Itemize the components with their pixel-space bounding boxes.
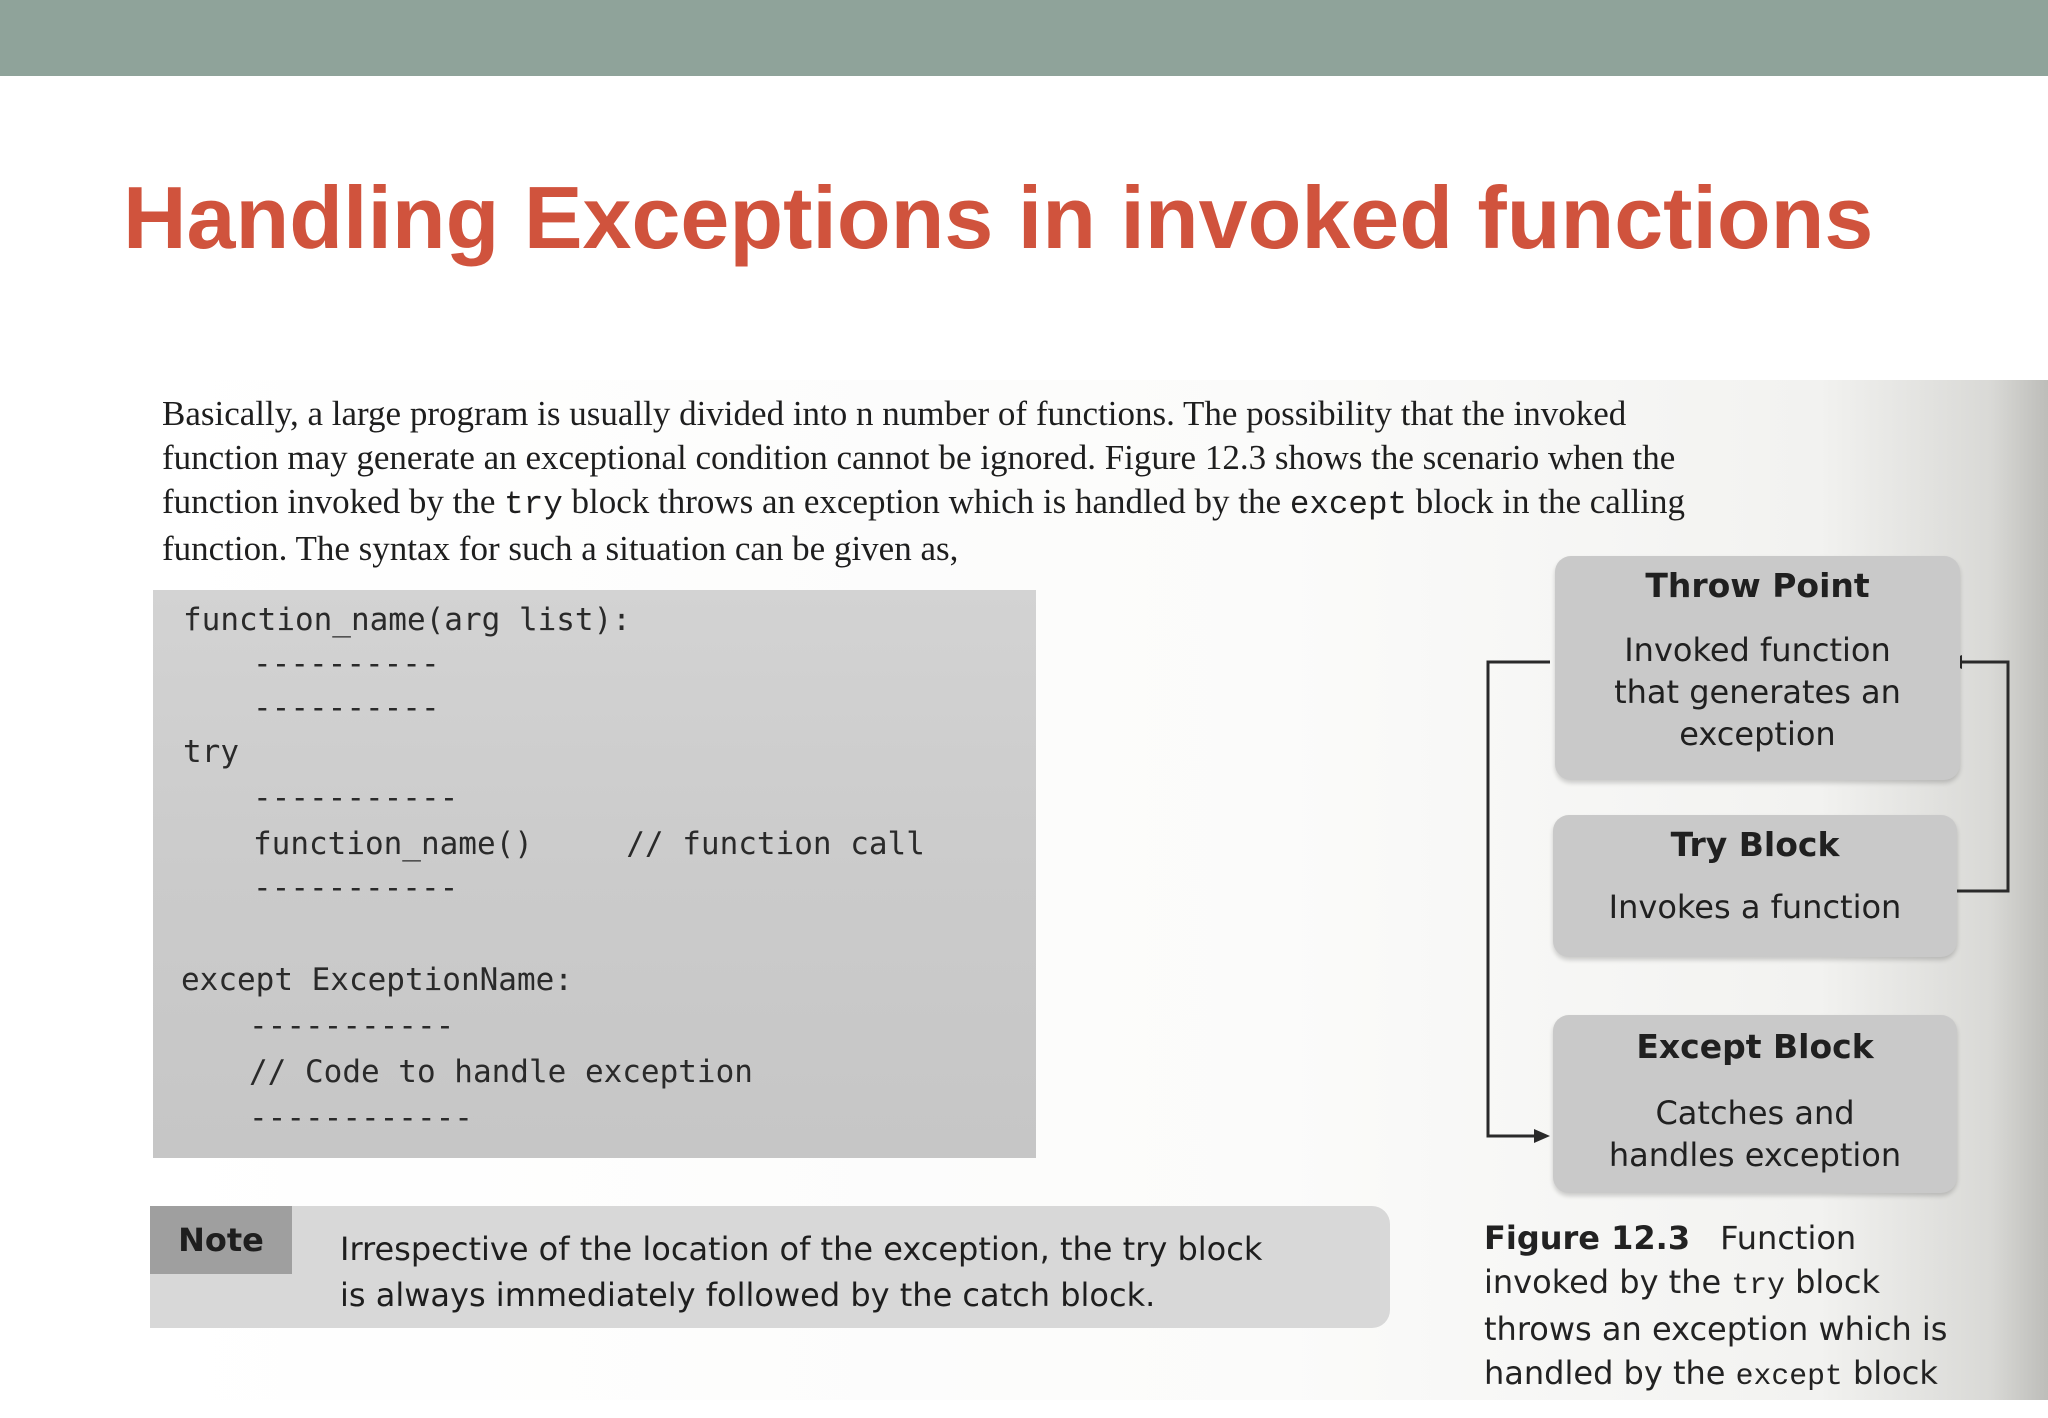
- inline-code: except: [1289, 486, 1408, 523]
- try-block-heading: Try Block: [1670, 825, 1840, 864]
- slide-title: Handling Exceptions in invoked functions: [123, 168, 1874, 267]
- paragraph-line: [162, 480, 2022, 527]
- except-block-heading: Except Block: [1636, 1027, 1874, 1066]
- code-line: ------------: [249, 1100, 473, 1136]
- throw-point-line: Invoked function: [1624, 631, 1891, 669]
- inline-code: try: [504, 486, 563, 523]
- caption-line: [1484, 1216, 2004, 1260]
- text-run: block throws an exception which is handled by the: [562, 482, 1290, 521]
- caption-line: [1484, 1260, 2004, 1307]
- caption-line: [1484, 1351, 2004, 1398]
- throw-point-heading: Throw Point: [1645, 566, 1870, 605]
- syntax-code-box: [153, 590, 1036, 1158]
- figure-caption: [1484, 1216, 2004, 1398]
- text-run: block: [1784, 1263, 1880, 1301]
- throw-point-box: [1555, 556, 1960, 780]
- caption-line: throws an exception which is: [1484, 1310, 1948, 1348]
- paragraph-line: function. The syntax for such a situation can be given as,: [162, 529, 959, 568]
- code-line: except ExceptionName:: [181, 962, 573, 998]
- note-text: [340, 1226, 1370, 1318]
- code-line: -----------: [249, 1008, 455, 1044]
- text-run: handled by the: [1484, 1354, 1736, 1392]
- inline-code: except: [1735, 1359, 1843, 1393]
- code-line: -----------: [253, 780, 459, 816]
- code-line: // Code to handle exception: [249, 1054, 753, 1090]
- code-line: try: [183, 734, 239, 770]
- paragraph-line: function may generate an exceptional condition cannot be ignored. Figure 12.3 shows the scenario when the: [162, 438, 1676, 477]
- inline-code: try: [1731, 1268, 1785, 1302]
- figure-number: Figure 12.3: [1484, 1219, 1691, 1257]
- note-box: [150, 1206, 1390, 1328]
- try-block-box: [1553, 815, 1957, 957]
- code-line: ----------: [253, 690, 440, 726]
- try-block-body: Invokes a function: [1608, 888, 1902, 926]
- code-line: function_name(arg list):: [183, 602, 631, 638]
- code-line: -----------: [253, 870, 459, 906]
- code-line: ----------: [253, 646, 440, 682]
- text-run: block in the calling: [1407, 482, 1686, 521]
- code-line: function_name() // function call: [253, 826, 925, 862]
- top-bar: [0, 0, 2048, 76]
- except-block-body: [1553, 1092, 1957, 1176]
- intro-paragraph: [162, 392, 2022, 571]
- except-block-line: handles exception: [1608, 1136, 1902, 1174]
- except-block-box: [1553, 1015, 1957, 1193]
- text-run: block: [1842, 1354, 1938, 1392]
- throw-point-line: that generates an: [1614, 673, 1901, 711]
- throw-point-line: exception: [1679, 715, 1836, 753]
- paragraph-line: Basically, a large program is usually divided into n number of functions. The possibility that the invoked: [162, 394, 1627, 433]
- text-run: function invoked by the: [162, 482, 505, 521]
- note-label: Note: [150, 1206, 292, 1274]
- except-block-line: Catches and: [1655, 1094, 1855, 1132]
- text-run: Function: [1720, 1219, 1857, 1257]
- text-run: invoked by the: [1484, 1263, 1732, 1301]
- note-line: Irrespective of the location of the exception, the try block: [340, 1230, 1263, 1268]
- note-line: is always immediately followed by the catch block.: [340, 1276, 1156, 1314]
- throw-point-body: [1555, 629, 1960, 755]
